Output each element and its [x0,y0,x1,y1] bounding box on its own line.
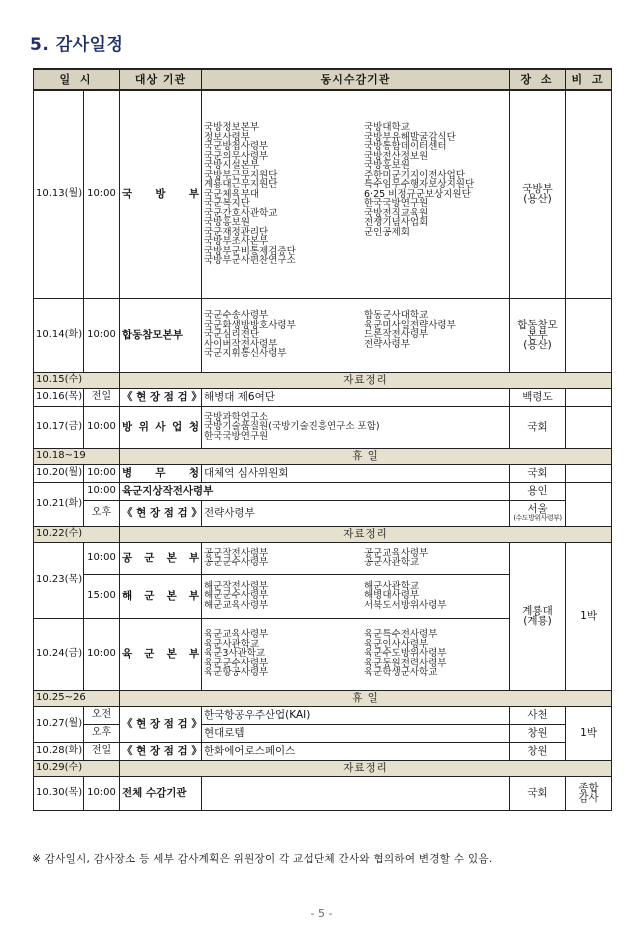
time-cell: 오전 [84,706,120,724]
table-row [34,388,612,406]
time-cell: 10:00 [84,542,120,574]
band-row [34,526,612,542]
time-cell: 전일 [84,742,120,760]
table-row [34,500,612,526]
time-cell: 10:00 [84,406,120,448]
joint-cell: 한국항공우주산업(KAI) [202,706,510,724]
band-row [34,690,612,706]
date-cell: 10.13(월) [34,90,84,298]
agency-item: 국방부조사본부 [204,236,269,247]
org-cell: 《 현 장 점 검 》 [120,388,202,406]
date-cell: 10.20(월) [34,464,84,482]
agency-item: 육군항공사령부 [204,667,269,679]
agency-item: 국군지휘통신사령부 [204,348,287,360]
agency-item: 공군작전사령부 [204,547,269,559]
joint-cell [202,298,510,372]
table-row [34,482,612,500]
place-cell: 국방부 (용산) [510,90,566,298]
org-cell: 전체 수감기관 [120,776,202,810]
joint-list [204,311,364,359]
table-row [34,464,612,482]
band-row [34,372,612,388]
note-cell: 종합 감사 [566,776,612,810]
place-text: 서울 [527,503,548,515]
place-cell: 합동참모 본부 (용산) [510,298,566,372]
time-cell: 오후 [84,500,120,526]
joint-list [364,311,507,359]
time-cell: 10:00 [84,90,120,298]
agency-item: 국방부근무지원단 [204,169,278,181]
agency-item: 특수임무수행자보상지원단 [364,179,475,190]
agency-item: 전쟁기념사업회 [364,217,429,228]
agency-item: 해군작전사령부 [204,580,269,592]
header-row [34,69,612,90]
agency-item: 국군의무사령부 [204,150,269,162]
time-cell: 15:00 [84,574,120,618]
org-cell: 《 현 장 점 검 》 [120,500,202,526]
time-cell: 10:00 [84,618,120,690]
agency-item: 국방정보본부 [204,122,260,133]
agency-item: 국군간호사관학교 [204,207,278,219]
agency-item: 한국국방연구원 [204,430,269,442]
date-cell: 10.28(화) [34,742,84,760]
joint-cell [202,406,510,448]
agency-item: 육군동원전력사령부 [364,657,447,669]
agency-item: 국군화생방방호사령부 [204,319,296,331]
agency-item: 국방홍보원 [364,160,410,171]
table-row [34,298,612,372]
joint-cell [202,776,510,810]
band-text: 자료정리 [120,760,612,776]
place-cell: 창원 [510,742,566,760]
band-text: 자료정리 [120,372,612,388]
date-cell: 10.30(목) [34,776,84,810]
org-cell: 《 현 장 점 검 》 [120,706,202,742]
joint-cell [202,90,510,298]
agency-item: 국방홍보원 [204,217,250,228]
note-cell [566,298,612,372]
date-cell: 10.21(화) [34,482,84,526]
agency-item: 해군교육사령부 [204,599,269,611]
date-cell: 10.18~19 [34,448,120,464]
note-cell [566,464,612,482]
place-cell: 국회 [510,776,566,810]
place-cell: 창원 [510,724,566,742]
agency-item: 육군학생군사학교 [364,667,438,679]
agency-item: 공군군수사령부 [204,557,269,568]
agency-item: 국군복지단 [204,198,250,209]
agency-item: 합동군사대학교 [364,310,429,322]
note-cell [566,482,612,526]
agency-item: 육군3사관학교 [204,648,266,660]
agency-item: 육군미사일전략사령부 [364,319,456,331]
agency-item: 전략사령부 [364,338,410,350]
place-cell: 백령도 [510,388,566,406]
agency-item: 해군군수사령부 [204,590,269,602]
footnote: ※ 감사일시, 감사장소 등 세부 감사계획은 위원장이 각 교섭단체 간사와 협의하여 변경할 수 있음. [32,853,493,865]
joint-list [204,549,364,568]
date-cell: 10.24(금) [34,618,84,690]
header-note: 비 고 [566,69,612,90]
org-cell: 육 군 본 부 [120,618,202,690]
agency-item: 계룡대근무지원단 [204,179,278,190]
header-joint: 동시수감기관 [202,69,510,90]
joint-list [364,549,507,568]
agency-item: 육군인사사령부 [364,638,429,650]
date-cell: 10.23(목) [34,542,84,618]
joint-list [204,630,364,678]
org-cell: 공 군 본 부 [120,542,202,574]
schedule-table [33,68,612,811]
agency-item: 육군수도방위사령부 [364,648,447,660]
agency-item: 육군사관학교 [204,638,260,650]
band-row [34,760,612,776]
agency-item: 국방대학교 [364,122,410,133]
joint-cell [202,618,510,690]
place-cell: 사천 [510,706,566,724]
date-cell: 10.27(월) [34,706,84,742]
table-row [34,776,612,810]
agency-item: 국방시설본부 [204,160,260,171]
joint-list [204,123,364,266]
agency-item: 주한미군기지이전사업단 [364,169,465,181]
table-row [34,542,612,574]
agency-item: 육군군수사령부 [204,657,269,669]
table-row [34,90,612,298]
note-cell: 1박 [566,706,612,760]
page-number: - 5 - [310,907,333,920]
agency-item: 국방전산정보원 [364,150,429,162]
band-text: 휴 일 [120,690,612,706]
agency-item: 정보사령부 [204,131,250,143]
time-cell: 전일 [84,388,120,406]
joint-list [204,582,364,611]
time-cell: 10:00 [84,482,120,500]
agency-item: 국방부군비통제검증단 [204,245,296,257]
agency-item: 국방기술품질원(국방기술진흥연구소 포함) [204,421,380,433]
date-cell: 10.14(화) [34,298,84,372]
joint-list [204,413,507,442]
joint-cell [202,574,510,618]
agency-item: 국군방첩사령부 [204,141,269,152]
agency-item: 국방과학연구소 [204,411,269,423]
joint-cell: 해병대 제6여단 [202,388,510,406]
date-cell: 10.17(금) [34,406,84,448]
org-cell: 합동참모본부 [120,298,202,372]
note-cell [566,406,612,448]
table-row [34,406,612,448]
agency-item: 서북도서방위사령부 [364,599,447,611]
agency-item: 국방부군사편찬연구소 [204,255,296,266]
joint-list [364,630,507,678]
agency-item: 해병대사령부 [364,590,420,602]
place-cell: 국회 [510,406,566,448]
agency-item: 공군사관학교 [364,557,420,568]
date-cell: 10.16(목) [34,388,84,406]
joint-cell: 한화에어로스페이스 [202,742,510,760]
agency-item: 육군특수전사령부 [364,629,438,641]
agency-item: 군인공제회 [364,226,410,238]
agency-item: 육군교육사령부 [204,629,269,641]
place-cell: 용인 [510,482,566,500]
joint-list [364,582,507,611]
place-cell: 국회 [510,464,566,482]
place-cell [510,500,566,526]
time-cell: 10:00 [84,298,120,372]
band-text: 자료정리 [120,526,612,542]
agency-item: 국군심리전단 [204,329,260,341]
header-org: 대상 기관 [120,69,202,90]
org-cell: 병 무 청 [120,464,202,482]
org-cell: 국 방 부 [120,90,202,298]
place-subtext: (수도방위사령부) [513,514,562,522]
time-cell: 오후 [84,724,120,742]
time-cell: 10:00 [84,464,120,482]
agency-item: 국방통합데이터센터 [364,141,447,152]
time-cell: 10:00 [84,776,120,810]
place-cell: 계룡대 (계룡) [510,542,566,690]
org-cell: 육군지상작전사령부 [120,482,510,500]
table-row [34,742,612,760]
header-date: 일 시 [34,69,120,90]
agency-item: 국군수송사령부 [204,310,269,322]
joint-cell: 현대로템 [202,724,510,742]
agency-item: 6·25 비정규군보상지원단 [364,188,471,200]
date-cell: 10.15(수) [34,372,120,388]
table-row [34,706,612,724]
band-row [34,448,612,464]
note-cell: 1박 [566,542,612,690]
agency-item: 국군체육부대 [204,188,260,200]
header-place: 장 소 [510,69,566,90]
agency-item: 국방부유해발굴감식단 [364,131,456,143]
agency-item: 드론작전사령부 [364,329,429,341]
date-cell: 10.25~26 [34,690,120,706]
date-cell: 10.29(수) [34,760,120,776]
joint-cell: 전략사령부 [202,500,510,526]
joint-cell: 대체역 심사위원회 [202,464,510,482]
date-cell: 10.22(수) [34,526,120,542]
org-cell: 방 위 사 업 청 [120,406,202,448]
agency-item: 국방전직교육원 [364,207,429,219]
note-cell [566,388,612,406]
agency-item: 공군교육사령부 [364,547,429,559]
org-cell: 해 군 본 부 [120,574,202,618]
agency-item: 한국국방연구원 [364,198,429,209]
org-cell: 《 현 장 점 검 》 [120,742,202,760]
agency-item: 국군재정관리단 [204,226,269,238]
section-title: 5. 감사일정 [30,35,124,55]
joint-list [364,123,507,266]
band-text: 휴 일 [120,448,612,464]
agency-item: 해군사관학교 [364,580,420,592]
agency-item: 사이버작전사령부 [204,338,278,350]
note-cell [566,90,612,298]
joint-cell [202,542,510,574]
